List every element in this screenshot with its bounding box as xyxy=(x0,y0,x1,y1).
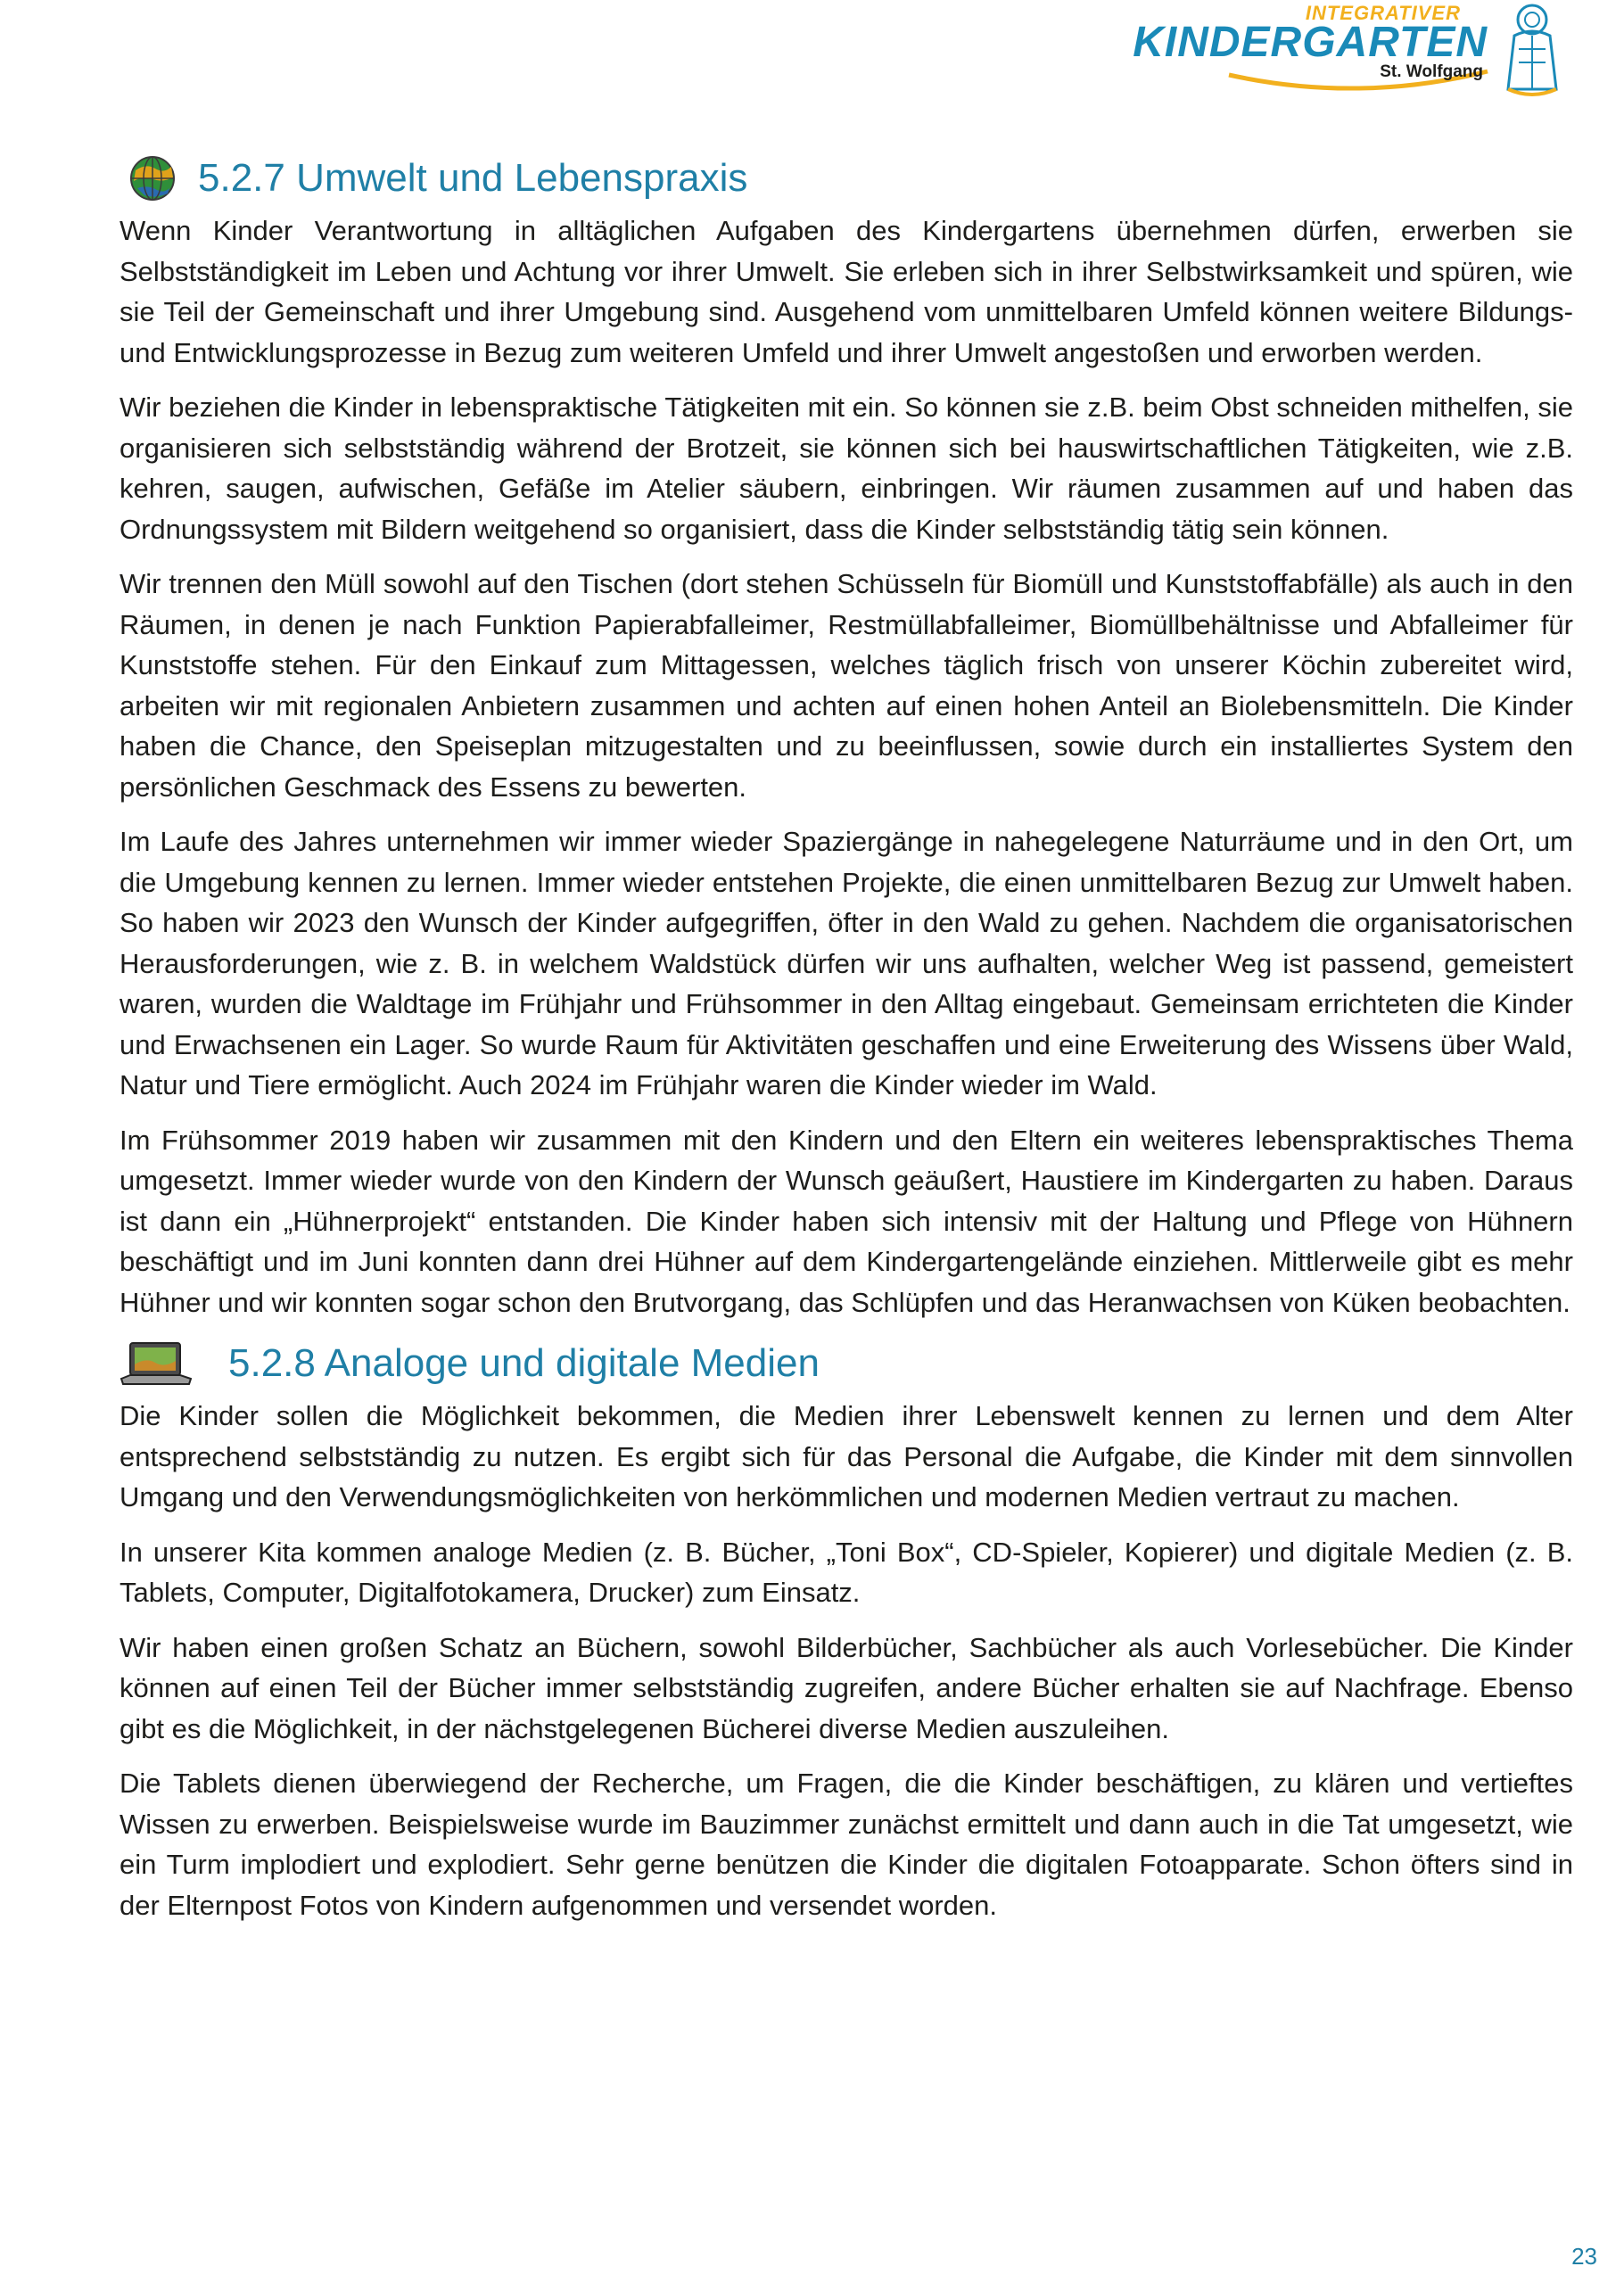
globe-icon xyxy=(128,154,177,202)
kindergarten-logo xyxy=(1133,0,1572,98)
paragraph: In unserer Kita kommen analoge Medien (z. B. Bücher, „Toni Box“, CD-Spieler, Kopierer) und digitale Medien (z. B. Tablets, Computer, Digitalfotokamera, Drucker) zum Einsatz. xyxy=(120,1536,1573,1608)
section-title: 5.2.7 Umwelt und Lebenspraxis xyxy=(198,156,748,200)
saint-figure-icon xyxy=(1492,0,1572,98)
paragraph: Wir beziehen die Kinder in lebenspraktische Tätigkeiten mit ein. So können sie z.B. beim Obst schneiden mithelfen, sie organisieren sich selbstständig während der Brotzeit, sie können sich bei hauswirtschaftlichen Tätigkeiten, wie z.B. kehren, saugen, aufwischen, Gefäße im Atelier säubern, einbringen. Wir räumen zusammen auf und haben das Ordnungssystem mit Bildern weitgehend so organisiert, dass die Kinder selbstständig tätig sein können. xyxy=(120,391,1573,545)
section-heading-medien xyxy=(120,1337,1573,1390)
logo-main-text: KINDERGARTEN xyxy=(1133,19,1488,66)
paragraph: Wir trennen den Müll sowohl auf den Tischen (dort stehen Schüsseln für Biomüll und Kunststoffabfälle) als auch in den Räumen, in denen je nach Funktion Papierabfalleimer, Restmüllabfalleimer, Biomüllbehältnisse und Abfalleimer für Kunststoffe stehen. Für den Einkauf zum Mittagessen, welches täglich frisch von unserer Köchin zubereitet wird, arbeiten wir mit regionalen Anbietern zusammen und achten auf einen hohen Anteil an Biolebensmitteln. Die Kinder haben die Chance, den Speiseplan mitzugestalten und zu beeinflussen, sowie durch ein installiertes System den persönlichen Geschmack des Essens zu bewerten. xyxy=(120,568,1573,803)
laptop-icon xyxy=(120,1339,193,1388)
paragraph: Die Kinder sollen die Möglichkeit bekommen, die Medien ihrer Lebenswelt kennen zu lernen und dem Alter entsprechend selbstständig zu nutzen. Es ergibt sich für das Personal die Aufgabe, die Kinder mit dem sinnvollen Umgang und den Verwendungsmöglichkeiten von herkömmlichen und modernen Medien vertraut zu machen. xyxy=(120,1400,1573,1512)
section-heading-umwelt xyxy=(120,152,1573,205)
paragraph: Wir haben einen großen Schatz an Büchern, sowohl Bilderbücher, Sachbücher als auch Vorlesebücher. Die Kinder können auf einen Teil der Bücher immer selbstständig zugreifen, andere Bücher erhalten sie auf Nachfrage. Ebenso gibt es die Möglichkeit, in der nächstgelegenen Bücherei diverse Medien auszuleihen. xyxy=(120,1631,1573,1744)
section-title: 5.2.8 Analoge und digitale Medien xyxy=(228,1341,820,1385)
paragraph: Im Frühsommer 2019 haben wir zusammen mit den Kindern und den Eltern ein weiteres lebenspraktisches Thema umgesetzt. Immer wieder wurde von den Kindern der Wunsch geäußert, Haustiere im Kindergarten zu haben. Daraus ist dann ein „Hühnerprojekt“ entstanden. Die Kinder haben sich intensiv mit der Haltung und Pflege von Hühnern beschäftigt und im Juni konnten dann drei Hühner auf dem Kindergartengelände einziehen. Mittlerweile gibt es mehr Hühner und wir konnten sogar schon den Brutvorgang, das Schlüpfen und das Heranwachsen von Küken beobachten. xyxy=(120,1124,1573,1318)
paragraph: Im Laufe des Jahres unternehmen wir immer wieder Spaziergänge in nahegelegene Naturräume und in den Ort, um die Umgebung kennen zu lernen. Immer wieder entstehen Projekte, die einen unmittelbaren Bezug zur Umwelt haben. So haben wir 2023 den Wunsch der Kinder aufgegriffen, öfter in den Wald zu gehen. Nachdem die organisatorischen Herausforderungen, wie z. B. in welchem Waldstück dürfen wir uns aufhalten, welcher Weg ist passend, gemeistert waren, wurden die Waldtage im Frühjahr und Frühsommer in den Alltag eingebaut. Gemeinsam errichteten die Kinder und Erwachsenen ein Lager. So wurde Raum für Aktivitäten geschaffen und eine Erweiterung des Wissens über Wald, Natur und Tiere ermöglicht. Auch 2024 im Frühjahr waren die Kinder wieder im Wald. xyxy=(120,826,1573,1100)
logo-sub-text: St. Wolfgang xyxy=(1380,62,1483,81)
logo-top-text: INTEGRATIVER xyxy=(1305,2,1461,24)
page-number: 23 xyxy=(1571,2243,1597,2270)
page-content xyxy=(120,152,1573,1940)
paragraph: Wenn Kinder Verantwortung in alltäglichen Aufgaben des Kindergartens übernehmen dürfen, erwerben sie Selbstständigkeit im Leben und Achtung vor ihrer Umwelt. Sie erleben sich in ihrer Selbstwirksamkeit und spüren, wie sie Teil der Gemeinschaft und ihrer Umgebung sind. Ausgehend vom unmittelbaren Umfeld können weitere Bildungs- und Entwicklungsprozesse in Bezug zum weiteren Umfeld und ihrer Umwelt angestoßen und erworben werden. xyxy=(120,215,1573,368)
paragraph: Die Tablets dienen überwiegend der Recherche, um Fragen, die die Kinder beschäftigen, zu klären und vertieftes Wissen zu erwerben. Beispielsweise wurde im Bauzimmer zunächst ermittelt und dann auch in die Tat umgesetzt, wie ein Turm implodiert und explodiert. Sehr gerne benützen die Kinder die digitalen Fotoapparate. Schon öfters sind in der Elternpost Fotos von Kindern aufgenommen und versendet worden. xyxy=(120,1768,1573,1921)
